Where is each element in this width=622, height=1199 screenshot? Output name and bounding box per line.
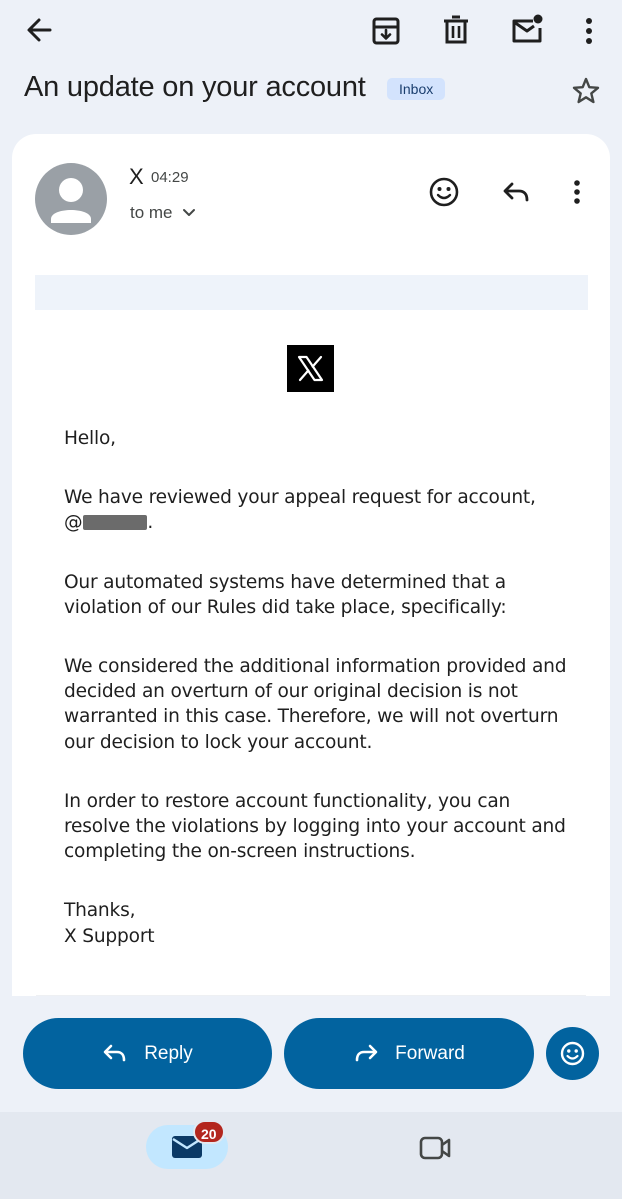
recipient-details-toggle[interactable] <box>130 202 197 224</box>
emoji-reaction-button[interactable] <box>546 1027 599 1080</box>
forward-icon <box>353 1043 379 1065</box>
message-card <box>12 134 610 996</box>
forward-button-label: Forward <box>395 1042 465 1064</box>
emoji-icon <box>546 1027 599 1080</box>
person-icon <box>35 163 107 235</box>
more-vert-icon[interactable] <box>559 174 595 210</box>
reply-icon[interactable] <box>498 174 534 210</box>
email-body <box>64 426 574 983</box>
mark-unread-icon[interactable] <box>507 11 547 51</box>
appeal-text: We have reviewed your appeal request for account, <box>64 487 536 509</box>
sender-name: X <box>129 164 144 189</box>
avatar[interactable] <box>35 163 107 235</box>
body-paragraph: We have reviewed your appeal request for account, @ . <box>64 487 536 534</box>
subject-row <box>0 66 622 122</box>
body-paragraph: Our automated systems have determined that a violation of our Rules did take place, specifically: <box>64 571 507 618</box>
reply-icon <box>102 1043 128 1065</box>
body-paragraph: In order to restore account functionality, you can resolve the violations by logging into your account and completing the on-screen instructions. <box>64 790 566 863</box>
handle-prefix: @ <box>64 512 83 534</box>
body-paragraph: We considered the additional information provided and decided an overturn of our original decision is not warranted in this case. Therefore, we will not overturn our decision to lock your account. <box>64 656 567 753</box>
star-icon[interactable] <box>570 75 602 107</box>
greeting: Hello, <box>64 428 116 449</box>
forward-button[interactable] <box>284 1018 534 1089</box>
signoff: Thanks, X Support <box>64 900 155 947</box>
arrow-back-icon[interactable] <box>20 12 60 48</box>
reply-action-bar <box>0 1008 622 1110</box>
archive-icon[interactable] <box>366 11 406 51</box>
chevron-down-icon <box>181 205 197 221</box>
redacted-handle <box>83 515 147 530</box>
delete-icon[interactable] <box>436 11 476 51</box>
sent-time: 04:29 <box>151 169 189 186</box>
email-header-banner <box>35 275 588 310</box>
reply-button[interactable] <box>23 1018 272 1089</box>
unread-count-badge: 20 <box>193 1120 225 1144</box>
emoji-react-icon[interactable] <box>426 174 462 210</box>
email-subject: An update on your account <box>24 71 366 103</box>
video-camera-icon[interactable] <box>416 1133 454 1163</box>
reply-button-label: Reply <box>144 1042 193 1064</box>
more-vert-icon[interactable] <box>569 11 609 51</box>
top-app-bar <box>0 0 622 66</box>
x-logo <box>287 345 334 392</box>
bottom-navigation <box>0 1112 622 1199</box>
recipient-text: to me <box>130 203 173 222</box>
inbox-label-chip[interactable]: Inbox <box>387 78 445 100</box>
divider <box>36 995 586 996</box>
